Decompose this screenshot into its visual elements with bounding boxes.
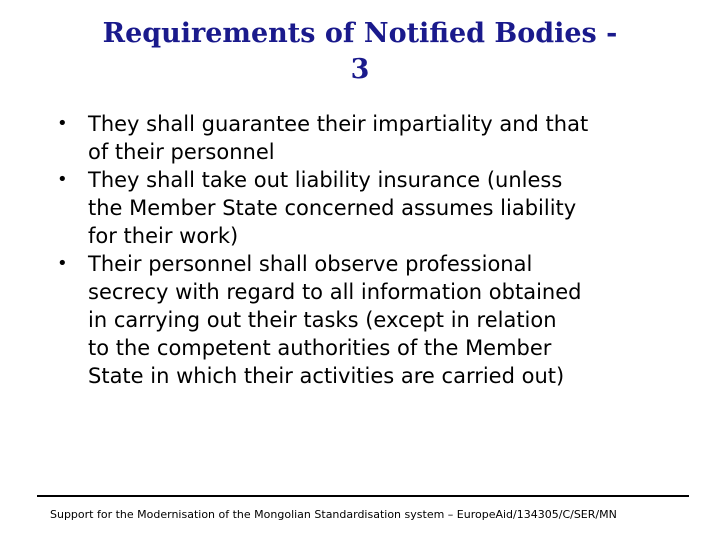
slide-title-line-2: 3 xyxy=(350,54,370,85)
bullet-point-icon: • xyxy=(57,253,68,274)
bullet-text: They shall guarantee their impartiality and that of their personnel xyxy=(88,112,589,164)
footer-text: Support for the Modernisation of the Mongolian Standardisation system – EuropeAid/134305/C/SER/MN xyxy=(50,508,617,521)
footer-divider xyxy=(37,495,689,497)
bullet-item-liability-insurance xyxy=(57,166,697,250)
slide-title xyxy=(60,16,660,88)
bullet-point-icon: • xyxy=(57,169,68,190)
bullet-text: They shall take out liability insurance (unless the Member State concerned assumes liability for their work) xyxy=(88,168,577,248)
bullet-list xyxy=(57,110,697,390)
bullet-text: Their personnel shall observe professional secrecy with regard to all information obtained in carrying out their tasks (except in relation to the competent authorities of the Member State in which their activities are carried out) xyxy=(88,252,582,388)
bullet-item-impartiality xyxy=(57,110,697,166)
bullet-point-icon: • xyxy=(57,113,68,134)
bullet-item-professional-secrecy xyxy=(57,250,697,390)
slide-title-line-1: Requirements of Notified Bodies - xyxy=(102,18,618,49)
